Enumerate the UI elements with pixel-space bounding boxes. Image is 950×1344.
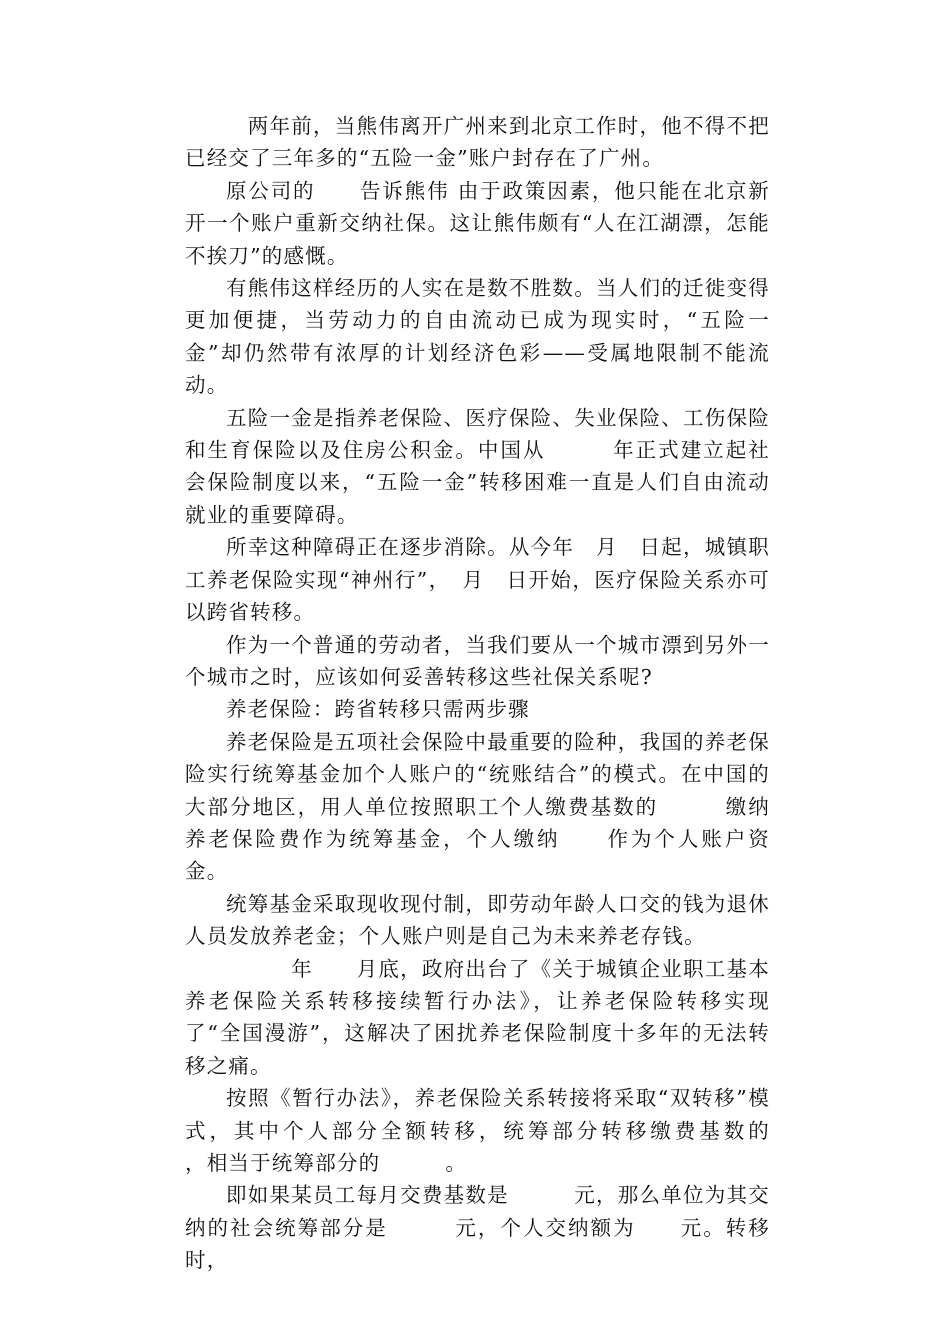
paragraph: 作为一个普通的劳动者，当我们要从一个城市漂到另外一个城市之时，应该如何妥善转移这些社保关系呢? xyxy=(185,632,770,689)
paragraph: 即如果某员工每月交费基数是 元，那么单位为其交纳的社会统筹部分是 元，个人交纳额为 元。转移时， xyxy=(185,1183,770,1273)
paragraph: 统筹基金采取现收现付制，即劳动年龄人口交的钱为退休人员发放养老金；个人账户则是自己为未来养老存钱。 xyxy=(185,891,770,949)
paragraph: 年 月底，政府出台了《关于城镇企业职工基本养老保险关系转移接续暂行办法》，让养老保险转移实现了“全国漫游”，这解决了困扰养老保险制度十多年的无法转移之痛。 xyxy=(185,956,770,1078)
paragraph: 有熊伟这样经历的人实在是数不胜数。当人们的迁徙变得更加便捷，当劳动力的自由流动已成为现实时，“五险一金”却仍然带有浓厚的计划经济色彩——受属地限制不能流动。 xyxy=(185,276,770,398)
paragraph: 养老保险是五项社会保险中最重要的险种，我国的养老保险实行统筹基金加个人账户的“统账结合”的模式。在中国的大部分地区，用人单位按照职工个人缴费基数的 缴纳养老保险费作为统筹基金，个人缴纳 作为个人账户资金。 xyxy=(185,729,770,884)
paragraph: 所幸这种障碍正在逐步消除。从今年 月 日起，城镇职工养老保险实现“神州行”， 月 日开始，医疗保险关系亦可以跨省转移。 xyxy=(185,535,770,625)
section-heading: 养老保险：跨省转移只需两步骤 xyxy=(226,697,530,722)
article-body xyxy=(185,110,879,1277)
paragraph: 五险一金是指养老保险、医疗保险、失业保险、工伤保险和生育保险以及住房公积金。中国从 年正式建立起社会保险制度以来，“五险一金”转移困难一直是人们自由流动就业的重要障碍。 xyxy=(185,405,770,527)
paragraph: 按照《暂行办法》，养老保险关系转接将采取“双转移”模式，其中个人部分全额转移，统筹部分转移缴费基数的 ，相当于统筹部分的 。 xyxy=(185,1086,879,1175)
paragraph: 两年前，当熊伟离开广州来到北京工作时，他不得不把已经交了三年多的“五险一金”账户封存在了广州。 xyxy=(185,114,770,171)
paragraph: 原公司的 告诉熊伟 由于政策因素，他只能在北京新开一个账户重新交纳社保。这让熊伟颇有“人在江湖漂，怎能不挨刀”的感慨。 xyxy=(185,178,770,268)
